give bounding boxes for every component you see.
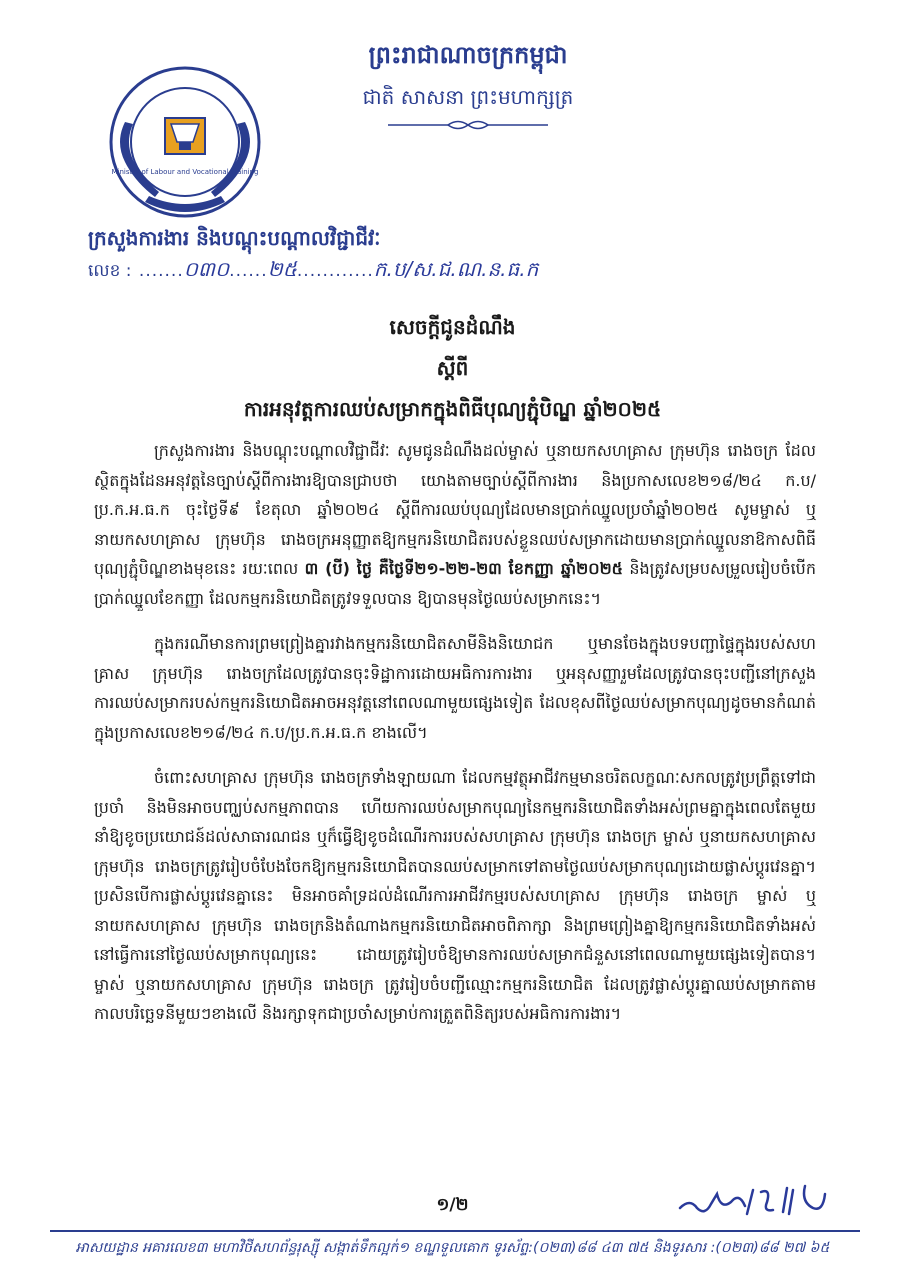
paragraph-2: ក្នុងករណីមានការព្រមព្រៀងគ្នារវាងកម្មករនិយោជិតសាមីនិងនិយោជក ឬមានចែងក្នុងបទបញ្ជាផ្ទៃក្នុងរបស់សហគ្រាស ក្រុមហ៊ុន រោងចក្រដែលត្រូវបានចុះទិដ្ឋាការដោយអធិការការងារ ឬអនុសញ្ញារួមដែលត្រូវបានចុះបញ្ជីនៅក្រសួង ការឈប់សម្រាករបស់កម្មករនិយោជិតអាចអនុវត្តនៅពេលណាមួយផ្សេងទៀត ដែលខុសពីថ្ងៃឈប់សម្រាកបុណ្យដូចមានកំណត់ក្នុងប្រកាសលេខ២១៨/២៤ ក.ប/ប្រ.ក.អ.ធ.ក ខាងលើ។: [94, 634, 816, 742]
notice-title: សេចក្តីជូនដំណឹង: [389, 315, 516, 339]
page-number: ១/២: [436, 1195, 469, 1215]
ref-label: លេខ: [88, 261, 121, 281]
p1-bold-dates: ៣ (បី) ថ្ងៃ គឺថ្ងៃទី២១-២២-២៣ ខែកញ្ញា ឆ្នាំ២០២៥: [304, 559, 623, 578]
initials-signature: [675, 1180, 835, 1220]
national-motto: ជាតិ សាសនា ព្រះមហាក្សត្រ: [362, 85, 574, 109]
reference-number: លេខ : .......០៣០......២៥............ក.ប/ស.ជ.ណ.ន.ធ.ក: [88, 257, 539, 281]
p1-text: ក្រសួងការងារ និងបណ្តុះបណ្តាលវិជ្ជាជីវៈ សូមជូនដំណឹងដល់ម្ចាស់ ឬនាយកសហគ្រាស ក្រុមហ៊ុន រោងចក្រ ដែលស្ថិតក្នុងដែនអនុវត្តនៃច្បាប់ស្តីពីការងារឱ្យបានជ្រាបថា យោងតាមច្បាប់ស្តីពីការងារ និងប្រកាសលេខ២១៨/២៤ ក.ប/ប្រ.ក.អ.ធ.ក ចុះថ្ងៃទី៩ ខែតុលា ឆ្នាំ២០២៤ ស្តីពីការឈប់បុណ្យដែលមានប្រាក់ឈ្នួលប្រចាំឆ្នាំ២០២៥ សូមម្ចាស់ ឬនាយកសហគ្រាស ក្រុមហ៊ុន រោងចក្រអនុញ្ញាតឱ្យកម្មករនិយោជិតរបស់ខ្លួនឈប់សម្រាកដោយមានប្រាក់ឈ្នួលនាឱកាសពិធីបុណ្យភ្ជុំបិណ្ឌខាងមុខនេះ រយៈពេល: [94, 441, 816, 578]
ref-code: ក.ប/ស.ជ.ណ.ន.ធ.ក: [373, 257, 539, 281]
notice-about: ស្តីពី: [436, 356, 469, 380]
notice-subject: ការអនុវត្តការឈប់សម្រាកក្នុងពិធីបុណ្យភ្ជុំបិណ្ឌ ឆ្នាំ២០២៥: [243, 397, 662, 421]
footer-divider: [50, 1230, 860, 1232]
notice-body: [94, 436, 816, 1045]
ref-number: ០៣០: [183, 257, 230, 281]
ref-year: ២៥: [267, 257, 297, 281]
paragraph-3: ចំពោះសហគ្រាស ក្រុមហ៊ុន រោងចក្រទាំងឡាយណា ដែលកម្មវត្ថុអាជីវកម្មមានចរិតលក្ខណៈសកលត្រូវប្រព្រឹត្តទៅជាប្រចាំ និងមិនអាចបញ្ឈប់សកម្មភាពបាន ហើយការឈប់សម្រាកបុណ្យនៃកម្មករនិយោជិតទាំងអស់ព្រមគ្នាក្នុងពេលតែមួយនាំឱ្យខូចប្រយោជន៍ដល់សាធារណជន ឬក៏ធ្វើឱ្យខូចដំណើរការរបស់សហគ្រាស ក្រុមហ៊ុន រោងចក្រ ម្ចាស់ ឬនាយកសហគ្រាស ក្រុមហ៊ុន រោងចក្រត្រូវរៀបចំបែងចែកឱ្យកម្មករនិយោជិតបានឈប់សម្រាកទៅតាមថ្ងៃឈប់សម្រាកបុណ្យដោយផ្លាស់ប្តូរវេនគ្នា។ ប្រសិនបើការផ្លាស់ប្តូរវេនគ្នានេះ មិនអាចគាំទ្រដល់ដំណើរការអាជីវកម្មរបស់សហគ្រាស ក្រុមហ៊ុន រោងចក្រ ម្ចាស់ ឬនាយកសហគ្រាស ក្រុមហ៊ុន រោងចក្រនិងតំណាងកម្មករនិយោជិតអាចពិភាក្សា និងព្រមព្រៀងគ្នាឱ្យកម្មករនិយោជិតទាំងអស់នៅធ្វើការនៅថ្ងៃឈប់សម្រាកបុណ្យនេះ ដោយត្រូវរៀបចំឱ្យមានការឈប់សម្រាកជំនួសនៅពេលណាមួយផ្សេងទៀតបាន។ ម្ចាស់ ឬនាយកសហគ្រាស ក្រុមហ៊ុន រោងចក្រ ត្រូវរៀបចំបញ្ជីឈ្មោះកម្មករនិយោជិត ដែលត្រូវផ្លាស់ប្តូរគ្នាឈប់សម្រាកតាមកាលបរិច្ឆេទនីមួយៗខាងលើ និងរក្សាទុកជាប្រចាំសម្រាប់ការត្រួតពិនិត្យរបស់អធិការការងារ។: [94, 768, 816, 1023]
ornament-divider: [388, 118, 548, 132]
footer-address: អាសយដ្ឋាន អគារលេខ៣ មហាវិថីសហព័ន្ធរុស្ស៊ី សង្កាត់ទឹកល្អក់១ ខណ្ឌទួលគោក ទូរស័ព្ទ:(០២៣)៨៨ ៤៣ ៧៥ និងទូរសារ :(០២៣)៨៨ ២៧ ៦៥: [75, 1240, 830, 1256]
ministry-logo: [105, 62, 265, 222]
paragraph-1: [94, 436, 816, 613]
p1-text-end: និងត្រូវសម្របសម្រួលរៀបចំបើកប្រាក់ឈ្នួលខែកញ្ញា ដែលកម្មករនិយោជិតត្រូវទទួលបាន ឱ្យបានមុនថ្ងៃឈប់សម្រាកនេះ។: [94, 559, 816, 608]
ministry-name: ក្រសួងការងារ និងបណ្តុះបណ្តាលវិជ្ជាជីវៈ: [88, 226, 381, 250]
kingdom-title: ព្រះរាជាណាចក្រកម្ពុជា: [368, 40, 568, 69]
logo-caption: Ministry of Labour and Vocational Training: [111, 168, 259, 176]
